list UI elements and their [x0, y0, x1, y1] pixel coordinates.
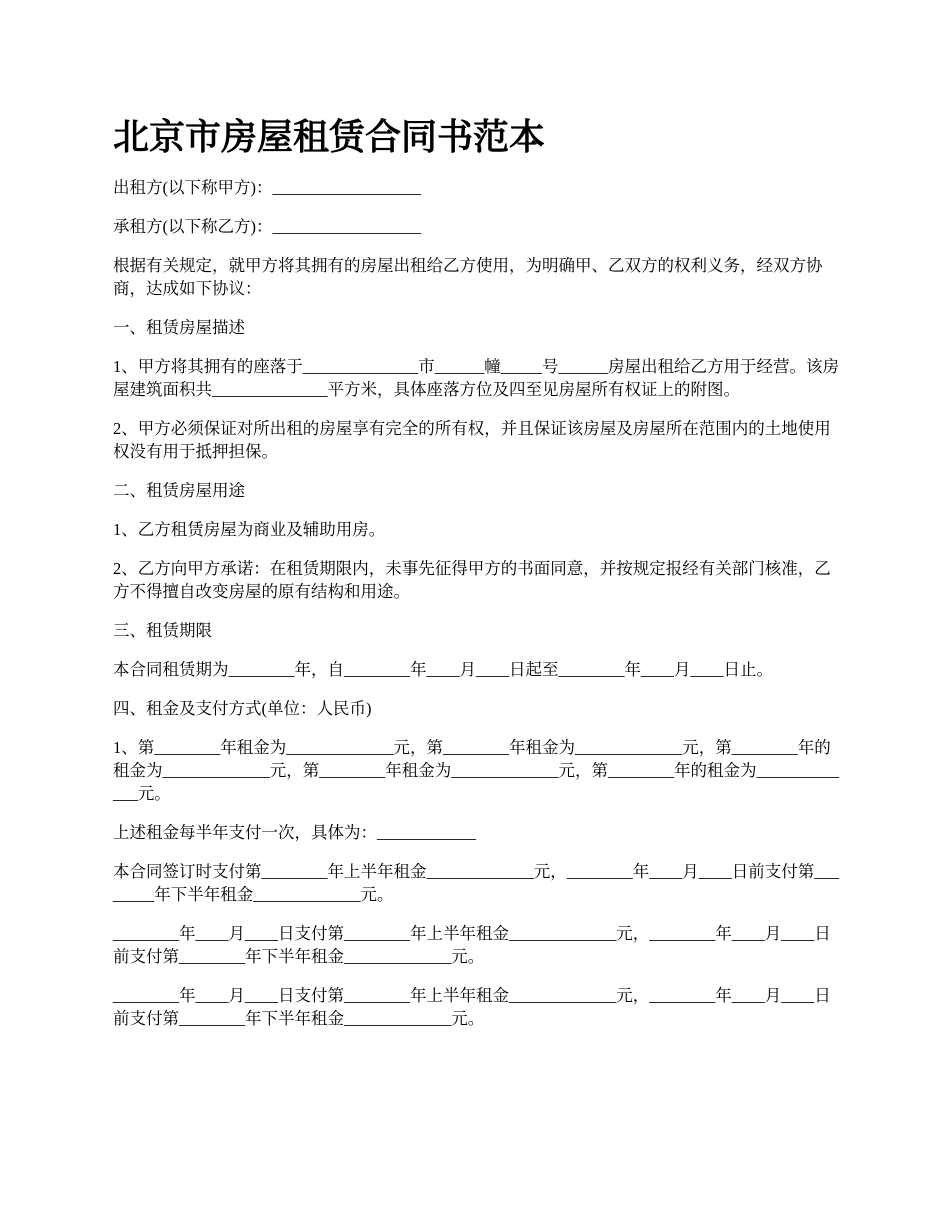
payment-line-2: ________年____月____日支付第________年上半年租金_____________元，________年____月____日前支付第________年下半年租金_____________元。	[113, 924, 831, 966]
lessee-line: 承租方(以下称乙方)：__________________	[113, 217, 421, 236]
clause-1-1: 1、甲方将其拥有的座落于______________市______幢_____号______房屋出租给乙方用于经营。该房屋建筑面积共______________平方米，具体座落方位及四至见房屋所有权证上的附图。	[113, 357, 839, 399]
preamble-paragraph: 根据有关规定，就甲方将其拥有的房屋出租给乙方使用，为明确甲、乙双方的权利义务，经双方协商，达成如下协议：	[113, 256, 823, 298]
payment-line-3: ________年____月____日支付第________年上半年租金_____________元，________年____月____日前支付第________年下半年租金_____________元。	[113, 986, 831, 1028]
clause-2-2: 2、乙方向甲方承诺：在租赁期限内，未事先征得甲方的书面同意，并按规定报经有关部门核准，乙方不得擅自改变房屋的原有结构和用途。	[113, 559, 831, 601]
payment-line-1: 本合同签订时支付第________年上半年租金_____________元，________年____月____日前支付第________年下半年租金_____________元。	[113, 862, 839, 904]
section-heading-4: 四、租金及支付方式(单位：人民币)	[113, 699, 372, 718]
clause-1-2: 2、甲方必须保证对所出租的房屋享有完全的所有权，并且保证该房屋及房屋所在范围内的土地使用权没有用于抵押担保。	[113, 419, 831, 461]
document-title: 北京市房屋租赁合同书范本	[113, 117, 546, 157]
clause-2-1: 1、乙方租赁房屋为商业及辅助用房。	[113, 520, 386, 539]
section-heading-3: 三、租赁期限	[113, 621, 212, 640]
section-heading-1: 一、租赁房屋描述	[113, 318, 245, 337]
section-heading-2: 二、租赁房屋用途	[113, 481, 245, 500]
document-page	[113, 110, 843, 1046]
clause-4-1: 1、第________年租金为_____________元，第________年租金为_____________元，第________年的租金为_____________元，第________年租金为_____________元，第________年的租金为_____________元。	[113, 738, 839, 803]
lessor-line: 出租方(以下称甲方)：__________________	[113, 178, 421, 197]
payment-schedule-line: 上述租金每半年支付一次，具体为：____________	[113, 823, 476, 842]
clause-3-1: 本合同租赁期为________年，自________年____月____日起至________年____月____日止。	[113, 660, 773, 679]
